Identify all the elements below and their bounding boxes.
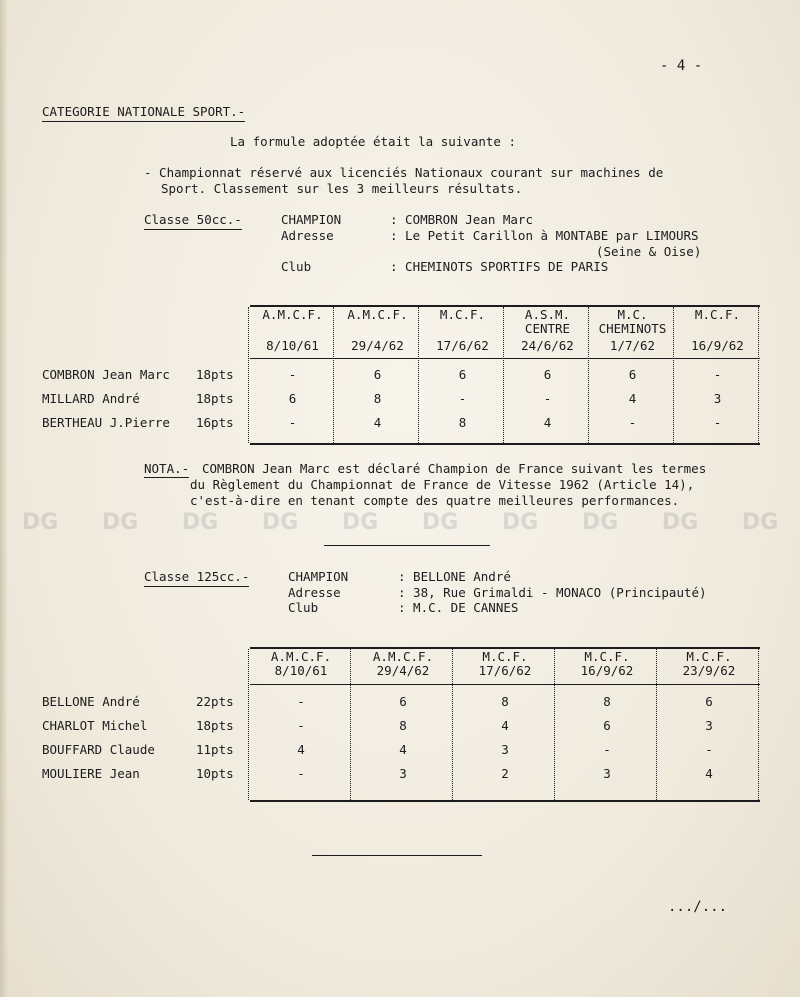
nota-label: NOTA.- xyxy=(144,461,190,476)
rider-points: 18pts xyxy=(196,367,234,382)
intro-text: La formule adoptée était la suivante : xyxy=(230,134,516,149)
score-cell: 6 xyxy=(373,367,382,382)
continuation-mark: .../... xyxy=(668,899,728,915)
score-cell: 8 xyxy=(458,415,467,430)
score-cell: 4 xyxy=(373,415,382,430)
rider-name: COMBRON Jean Marc xyxy=(42,367,170,382)
class-50-club-value: : CHEMINOTS SPORTIFS DE PARIS xyxy=(390,259,609,274)
score-cell: - xyxy=(297,718,305,733)
score-cell: 3 xyxy=(713,391,722,406)
column-header-org: A.S.M. xyxy=(524,307,571,322)
rider-name: BELLONE André xyxy=(42,694,140,709)
score-cell: 6 xyxy=(628,367,637,382)
table-bottom-rule xyxy=(250,443,760,445)
score-cell: 3 xyxy=(501,742,509,757)
column-header-date: 16/9/62 xyxy=(691,338,744,353)
column-header-org: A.M.C.F. xyxy=(270,649,332,664)
score-cell: - xyxy=(297,766,305,781)
score-cell: - xyxy=(603,742,611,757)
score-cell: 6 xyxy=(399,694,407,709)
class-125-address-value: : 38, Rue Grimaldi - MONACO (Principauté) xyxy=(398,585,707,600)
rider-points: 22pts xyxy=(196,694,234,709)
column-header-org: M.C. xyxy=(617,307,648,322)
column-header-date: 29/4/62 xyxy=(351,338,404,353)
column-header-date: 23/9/62 xyxy=(682,663,736,678)
nota-line-2: du Règlement du Championnat de France de Vitesse 1962 (Article 14), xyxy=(190,477,695,492)
rider-points: 16pts xyxy=(196,415,234,430)
rider-points: 11pts xyxy=(196,742,234,757)
page-number: - 4 - xyxy=(660,58,703,74)
table-header-rule xyxy=(250,684,760,685)
score-cell: 4 xyxy=(705,766,713,781)
section-divider xyxy=(324,545,490,546)
score-cell: 3 xyxy=(399,766,407,781)
column-header-date: 8/10/61 xyxy=(266,338,319,353)
column-header-date: 8/10/61 xyxy=(274,663,328,678)
column-header-org: A.M.C.F. xyxy=(347,307,408,322)
score-cell: 4 xyxy=(543,415,552,430)
score-cell: 6 xyxy=(543,367,552,382)
class-125-club-value: : M.C. DE CANNES xyxy=(398,600,519,615)
score-cell: - xyxy=(628,415,637,430)
rider-name: CHARLOT Michel xyxy=(42,718,148,733)
class-50-address-label: Adresse xyxy=(281,228,334,243)
class-125-club-label: Club xyxy=(288,600,319,615)
score-cell: - xyxy=(713,415,722,430)
class-50-club-label: Club xyxy=(281,259,312,274)
column-header-date: 24/6/62 xyxy=(521,338,574,353)
column-header-date: 17/6/62 xyxy=(478,663,532,678)
rider-points: 18pts xyxy=(196,718,234,733)
column-header-date: 1/7/62 xyxy=(609,338,656,353)
class-50-champion-value: : COMBRON Jean Marc xyxy=(390,212,533,227)
section-divider-bottom xyxy=(312,855,482,856)
column-header-date: 16/9/62 xyxy=(580,663,634,678)
column-header-org: M.C.F. xyxy=(686,649,732,664)
class-50-title: Classe 50cc.- xyxy=(144,212,242,230)
score-cell: - xyxy=(288,367,297,382)
table-bottom-rule xyxy=(250,800,760,802)
column-header-org-2: CHEMINOTS xyxy=(598,321,667,336)
class-50-champion-label: CHAMPION xyxy=(281,212,342,227)
score-cell: 4 xyxy=(399,742,407,757)
column-header-org-2: CENTRE xyxy=(524,321,571,336)
rider-name: MILLARD André xyxy=(42,391,140,406)
class-125-champion-label: CHAMPION xyxy=(288,569,349,584)
score-cell: 6 xyxy=(603,718,611,733)
watermark: DG DG DG DG DG DG DG DG DG DG xyxy=(21,510,779,535)
class-50-address-value: : Le Petit Carillon à MONTABE par LIMOURS xyxy=(390,228,699,243)
class-125-champion-value: : BELLONE André xyxy=(398,569,511,584)
score-cell: - xyxy=(297,694,305,709)
column-header-org: M.C.F. xyxy=(439,307,486,322)
score-cell: 4 xyxy=(297,742,305,757)
score-cell: 8 xyxy=(603,694,611,709)
score-cell: 3 xyxy=(603,766,611,781)
score-cell: 6 xyxy=(705,694,713,709)
column-header-date: 29/4/62 xyxy=(376,663,430,678)
column-header-org: A.M.C.F. xyxy=(372,649,434,664)
score-cell: 2 xyxy=(501,766,509,781)
score-cell: 4 xyxy=(628,391,637,406)
category-title: CATEGORIE NATIONALE SPORT.- xyxy=(42,104,245,122)
rider-name: BERTHEAU J.Pierre xyxy=(42,415,170,430)
score-cell: 8 xyxy=(399,718,407,733)
rule-line-2: Sport. Classement sur les 3 meilleurs résultats. xyxy=(161,181,523,196)
rider-points: 10pts xyxy=(196,766,234,781)
rule-line-1: - Championnat réservé aux licenciés Nationaux courant sur machines de xyxy=(144,165,664,180)
rider-name: MOULIERE Jean xyxy=(42,766,140,781)
column-header-org: A.M.C.F. xyxy=(262,307,323,322)
column-header-org: M.C.F. xyxy=(584,649,630,664)
score-cell: 3 xyxy=(705,718,713,733)
nota-line-1: COMBRON Jean Marc est déclaré Champion de France suivant les termes xyxy=(202,461,707,476)
score-cell: - xyxy=(288,415,297,430)
column-header-org: M.C.F. xyxy=(694,307,741,322)
score-cell: 6 xyxy=(458,367,467,382)
score-cell: 4 xyxy=(501,718,509,733)
rider-name: BOUFFARD Claude xyxy=(42,742,155,757)
rider-points: 18pts xyxy=(196,391,234,406)
score-cell: - xyxy=(705,742,713,757)
class-125-address-label: Adresse xyxy=(288,585,341,600)
score-cell: - xyxy=(458,391,467,406)
score-cell: - xyxy=(713,367,722,382)
score-cell: 6 xyxy=(288,391,297,406)
score-cell: 8 xyxy=(373,391,382,406)
column-header-date: 17/6/62 xyxy=(436,338,489,353)
class-50-address-value-2: (Seine & Oise) xyxy=(596,244,702,259)
nota-line-3: c'est-à-dire en tenant compte des quatre meilleures performances. xyxy=(190,493,680,508)
score-cell: 8 xyxy=(501,694,509,709)
column-header-org: M.C.F. xyxy=(482,649,528,664)
class-125-title: Classe 125cc.- xyxy=(144,569,249,587)
score-cell: - xyxy=(543,391,552,406)
